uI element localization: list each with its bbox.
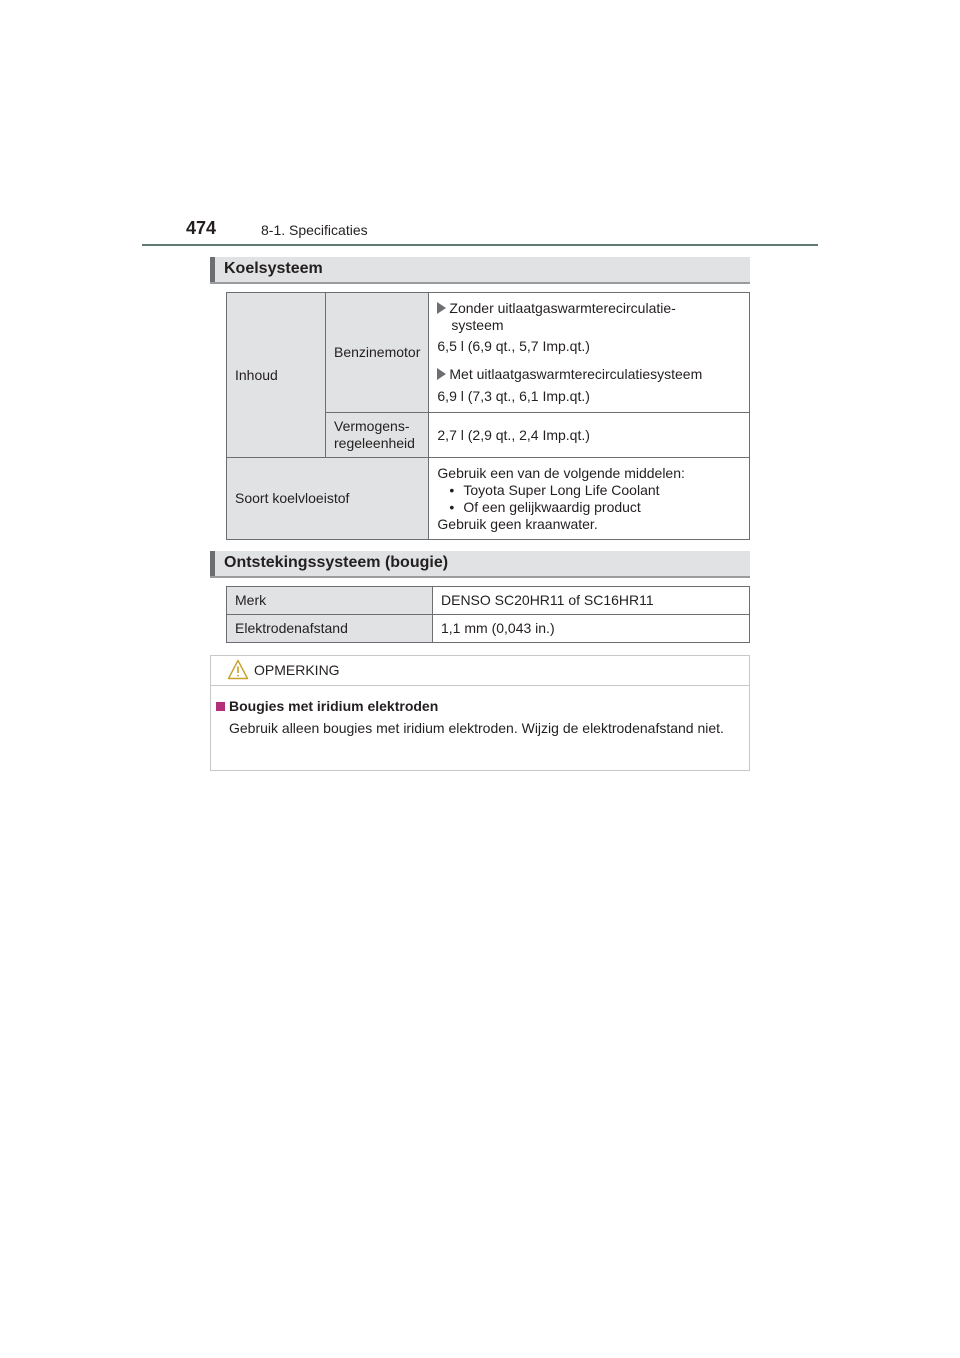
gap-label: Elektrodenafstand [235,620,348,636]
benzine-value-cell [429,293,750,413]
ignition-table [226,586,750,643]
table-row [227,293,750,413]
option1-line1: Zonder uitlaatgaswarmterecirculatie- [449,300,676,316]
coolant-label-cell [227,458,429,540]
table-row [227,615,750,643]
coolant-note: Gebruik geen kraanwater. [437,515,598,532]
merk-value: DENSO SC20HR11 of SC16HR11 [441,592,654,608]
ignition-label-cell [227,587,433,615]
square-bullet-icon [216,702,225,711]
option1-line2: systeem [451,317,504,333]
cooling-table [226,292,750,540]
note-title: OPMERKING [254,662,340,678]
note-subtitle: Bougies met iridium elektroden [229,698,439,714]
section-title: Koelsysteem [224,260,323,277]
option1-value: 6,5 l (6,9 qt., 5,7 Imp.qt.) [437,338,590,354]
option-heading-2 [437,366,741,383]
coolant-intro: Gebruik een van de volgende middelen: [437,464,685,481]
note-header [211,656,749,686]
warning-triangle-icon [227,659,249,680]
header-rule [142,244,818,246]
table-row [227,587,750,615]
note-box [210,655,750,771]
regulator-value-cell [429,413,750,458]
coolant-item: • Of een gelijkwaardig product [437,499,741,516]
coolant-label: Soort koelvloeistof [235,490,350,506]
note-body: Gebruik alleen bougies met iridium elektroden. Wijzig de elektrodenafstand niet. [229,720,724,736]
table-row [227,458,750,540]
page-header [142,214,818,246]
benzine-cell [326,293,429,413]
arrow-right-icon [437,368,446,380]
section-accent [210,551,215,576]
section-accent [210,257,215,282]
option2-line: Met uitlaatgaswarmterecirculatiesysteem [449,366,703,382]
gap-value: 1,1 mm (0,043 in.) [441,620,555,636]
regulator-line2: regeleenheid [334,435,415,451]
page-number: 474 [186,218,217,238]
inhoud-label: Inhoud [235,366,278,383]
merk-label: Merk [235,592,267,608]
section-heading-cooling [210,257,750,284]
arrow-right-icon [437,302,446,314]
regulator-line1: Vermogens- [334,418,410,434]
coolant-value-cell [429,458,750,540]
coolant-item: • Toyota Super Long Life Coolant [437,482,741,499]
option2-value: 6,9 l (7,3 qt., 6,1 Imp.qt.) [437,388,590,404]
regulator-cell [326,413,429,458]
ignition-value-cell [433,587,750,615]
section-title: Ontstekingssysteem (bougie) [224,554,449,571]
regulator-value: 2,7 l (2,9 qt., 2,4 Imp.qt.) [437,426,590,443]
inhoud-cell [227,293,326,458]
benzine-label: Benzinemotor [334,344,421,360]
option-heading-1 [437,300,741,317]
ignition-value-cell [433,615,750,643]
ignition-label-cell [227,615,433,643]
section-heading-ignition [210,551,750,578]
chapter-title: 8-1. Specificaties [261,222,368,238]
